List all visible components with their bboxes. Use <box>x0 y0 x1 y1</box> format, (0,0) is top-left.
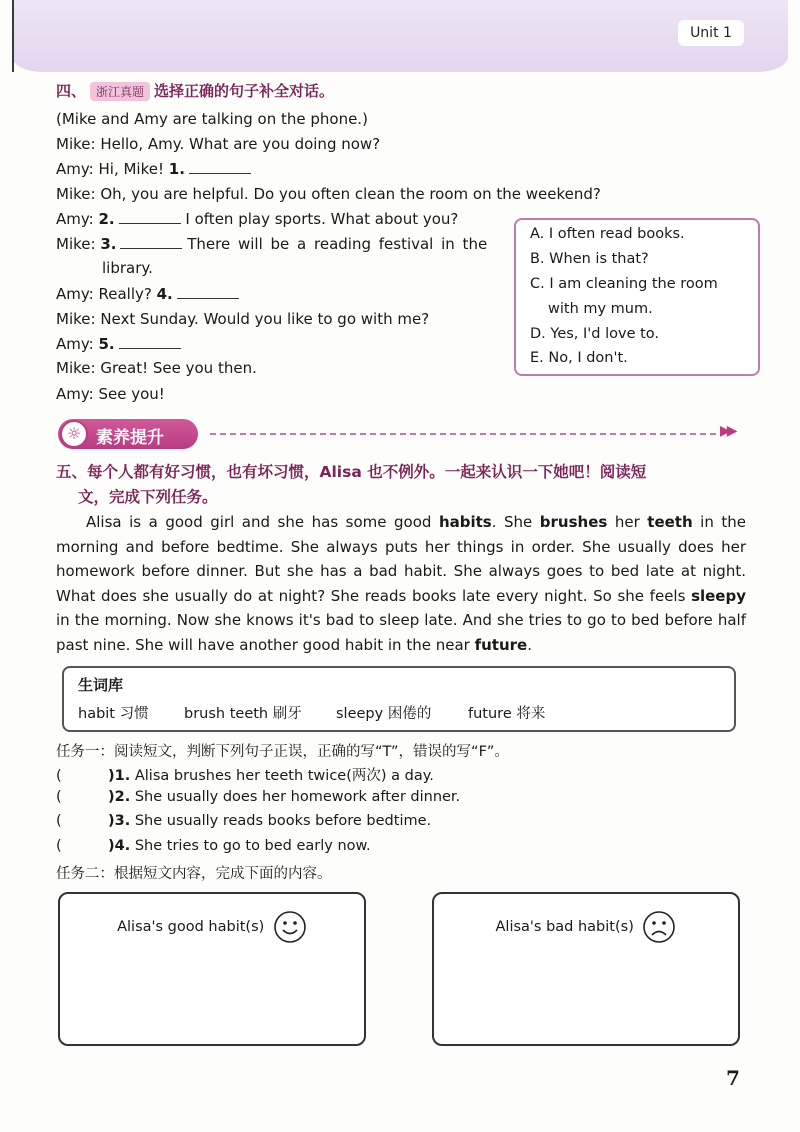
answer-blank[interactable] <box>177 286 239 299</box>
header-band <box>12 0 788 72</box>
line-text: I often play sports. What about you? <box>185 210 459 228</box>
blank-number: 1. <box>168 160 185 178</box>
vocab-item: brush teeth 刷牙 <box>184 706 302 722</box>
item-text: She tries to go to bed early now. <box>134 838 371 854</box>
answer-blank[interactable] <box>119 336 181 349</box>
passage-text: in the morning. Now she knows it's bad to sleep late. And she tries to go to bed before half past nine. She will have another good habit in the near <box>56 611 746 654</box>
line-text: Hi, Mike! <box>98 160 164 178</box>
good-habits-text: Alisa's good habit(s) <box>117 919 265 935</box>
section4-tag: 浙江真题 <box>90 82 150 101</box>
option-c-cont: with my mum. <box>548 301 653 317</box>
item-number: )3. <box>108 813 131 829</box>
dialogue-line-10 <box>56 385 165 403</box>
header-margin-line <box>12 0 14 72</box>
passage-text: her <box>607 513 648 531</box>
option-c: C. I am cleaning the room <box>530 276 718 292</box>
line-text: Oh, you are helpful. Do you often clean the room on the weekend? <box>100 185 601 203</box>
item-number: )4. <box>108 838 131 854</box>
options-box <box>514 218 760 376</box>
blank-number: 4. <box>156 285 173 303</box>
answer-paren[interactable]: ( <box>56 813 62 829</box>
keyword-teeth: teeth <box>647 513 693 531</box>
speaker: Amy: <box>56 285 94 303</box>
vocab-item: future 将来 <box>468 706 546 722</box>
good-habits-box[interactable] <box>58 892 366 1046</box>
sad-face-icon <box>642 910 676 944</box>
section4-title <box>56 80 334 101</box>
blank-number: 2. <box>98 210 115 228</box>
double-arrow-icon: ▶▶ <box>720 423 734 439</box>
bad-habits-text: Alisa's bad habit(s) <box>495 919 634 935</box>
option-d: D. Yes, I'd love to. <box>530 326 660 342</box>
passage-text: Alisa is a good girl and she has some good <box>86 513 439 531</box>
dialogue-line-6 <box>56 285 239 303</box>
dialogue-line-1 <box>56 135 380 153</box>
speaker: Mike: <box>56 185 96 203</box>
dialogue-line-5 <box>56 235 487 253</box>
speaker: Amy: <box>56 210 94 228</box>
passage-text: . She <box>491 513 540 531</box>
tf-item-2 <box>56 789 460 805</box>
vocab-item: sleepy 困倦的 <box>336 706 432 722</box>
item-number: )1. <box>108 768 131 784</box>
section4-number: 四、 <box>56 82 87 100</box>
answer-blank[interactable] <box>189 161 251 174</box>
dialogue-line-7 <box>56 310 429 328</box>
option-a: A. I often read books. <box>530 226 685 242</box>
section4-instruction: 选择正确的句子补全对话。 <box>154 82 335 100</box>
dialogue-line-8 <box>56 335 181 353</box>
dialogue-context: (Mike and Amy are talking on the phone.) <box>56 110 368 128</box>
vocab-item: habit 习惯 <box>78 706 149 722</box>
unit-badge: Unit 1 <box>678 20 744 46</box>
task1-title: 任务一：阅读短文，判断下列句子正误，正确的写“T”，错误的写“F”。 <box>56 744 509 760</box>
blank-number: 5. <box>98 335 115 353</box>
dialogue-line-5-cont: library. <box>102 259 153 277</box>
answer-blank[interactable] <box>119 211 181 224</box>
bad-habits-label <box>434 910 738 944</box>
section5-instruction-2: 文，完成下列任务。 <box>78 488 218 506</box>
page-number: 7 <box>726 1066 740 1090</box>
dialogue-line-2 <box>56 160 251 178</box>
section5-instruction-1: 五、每个人都有好习惯，也有坏习惯，Alisa 也不例外。一起来认识一下她吧！阅读短 <box>56 463 647 481</box>
passage-text: . <box>527 635 532 654</box>
banner-dashed-divider <box>210 433 716 435</box>
answer-paren[interactable]: ( <box>56 768 62 784</box>
answer-paren[interactable]: ( <box>56 838 62 854</box>
vocabulary-title: 生词库 <box>78 676 124 694</box>
line-text: See you! <box>98 385 165 403</box>
line-text: Great! See you then. <box>100 359 257 377</box>
vocabulary-box <box>62 666 736 732</box>
tf-item-3 <box>56 813 431 829</box>
line-text: Really? <box>98 285 152 303</box>
tf-item-1 <box>56 764 434 785</box>
option-b: B. When is that? <box>530 251 649 267</box>
dialogue-line-3 <box>56 185 601 203</box>
keyword-future: future <box>474 635 528 654</box>
bad-habits-box[interactable] <box>432 892 740 1046</box>
item-text: She usually reads books before bedtime. <box>134 813 432 829</box>
speaker: Amy: <box>56 385 94 403</box>
smiley-face-icon <box>273 910 307 944</box>
speaker: Amy: <box>56 335 94 353</box>
reading-passage <box>56 510 746 657</box>
good-habits-label <box>60 910 364 944</box>
keyword-sleepy: sleepy <box>691 586 746 605</box>
item-number: )2. <box>108 789 131 805</box>
dialogue-line-4 <box>56 210 458 228</box>
blank-number: 3. <box>100 235 117 253</box>
line-text: Next Sunday. Would you like to go with me? <box>100 310 430 328</box>
task2-title: 任务二：根据短文内容，完成下面的内容。 <box>56 866 332 882</box>
line-text: Hello, Amy. What are you doing now? <box>100 135 381 153</box>
tf-item-4 <box>56 838 371 854</box>
dialogue-line-9 <box>56 359 257 377</box>
speaker: Mike: <box>56 310 96 328</box>
answer-blank[interactable] <box>120 236 182 249</box>
item-text: Alisa brushes her teeth twice(两次) a day. <box>134 768 434 784</box>
keyword-brushes: brushes <box>539 513 608 531</box>
keyword-habits: habits <box>438 513 492 531</box>
lightbulb-icon: ☼ <box>60 420 88 448</box>
item-text: She usually does her homework after dinner. <box>134 789 461 805</box>
passage-text: in the morning and before bedtime. She always puts her things in order. She usually does her homework before dinner. But she has a bad habit. She always goes to bed late at night. What does she usually do at night? She reads books late every night. So she feels <box>56 513 746 605</box>
speaker: Mike: <box>56 135 96 153</box>
answer-paren[interactable]: ( <box>56 789 62 805</box>
speaker: Amy: <box>56 160 94 178</box>
banner-title: 素养提升 <box>96 428 164 448</box>
speaker: Mike: <box>56 359 96 377</box>
speaker: Mike: <box>56 235 96 253</box>
option-e: E. No, I don't. <box>530 350 628 366</box>
line-text: There will be a reading festival in the <box>187 235 488 253</box>
